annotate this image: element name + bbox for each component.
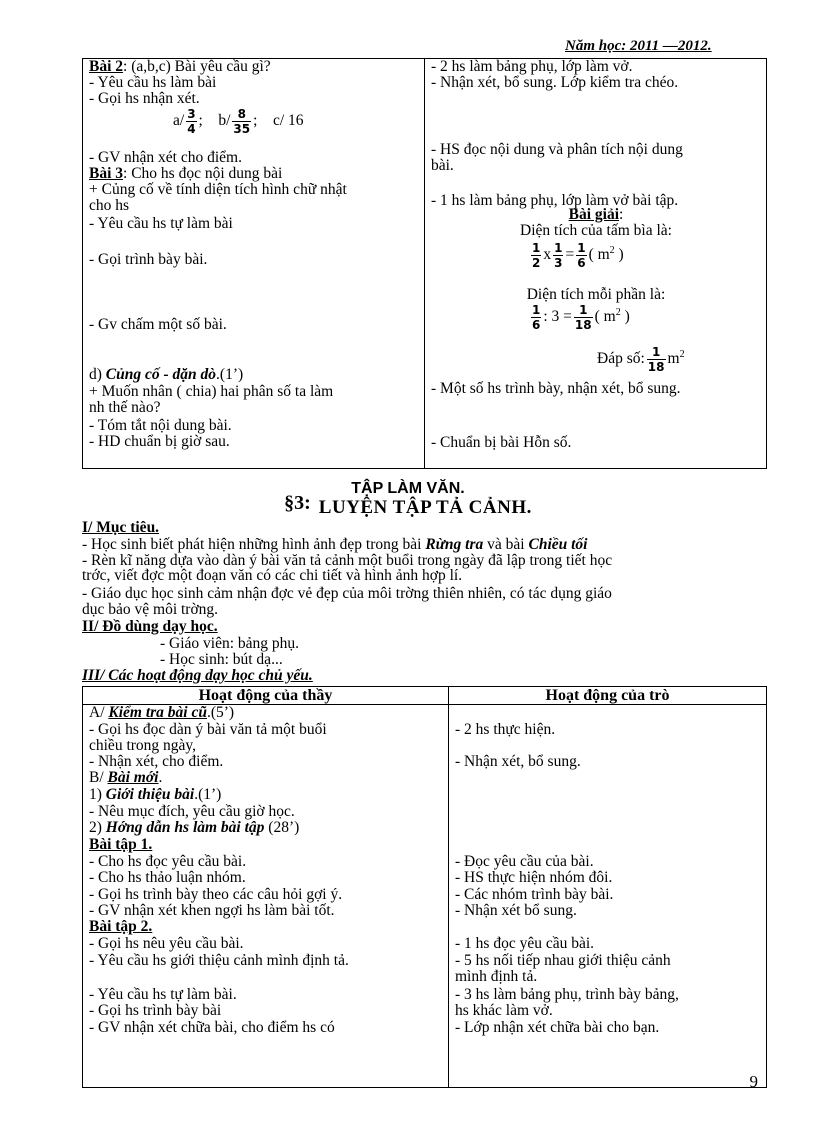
page-number: 9: [749, 1072, 758, 1091]
unit: ( m: [588, 246, 610, 264]
text-run: - GV nhận xét chữa bài, cho điểm hs có: [89, 1019, 335, 1036]
fraction-denominator: 3: [554, 256, 563, 270]
objective-line: [82, 520, 159, 536]
objective-line: [82, 668, 313, 684]
teacher-line: [89, 754, 223, 770]
text-run: Kiểm tra bài cũ: [108, 704, 207, 721]
fraction-numerator: 1: [577, 241, 586, 255]
text-run: Chiều tối: [528, 536, 588, 553]
teacher-column-2: [83, 705, 449, 1088]
teacher-line: - GV nhận xét cho điểm.: [89, 149, 242, 166]
student-column-1: [425, 59, 767, 469]
solution-heading-text: Bài giải: [568, 206, 620, 223]
answer-b-label: b/: [218, 112, 231, 130]
objective-line: [160, 652, 283, 668]
teacher-line: - Yêu cầu hs làm bài: [89, 74, 217, 91]
student-line: mình định tả.: [455, 968, 538, 985]
text-run: - Gọi hs nêu yêu cầu bài.: [89, 935, 244, 952]
section-number: §3:: [284, 492, 311, 514]
teacher-line: - Yêu cầu hs tự làm bài: [89, 215, 233, 232]
header-student-activity: Hoạt động của trò: [449, 687, 767, 705]
student-line: - Các nhóm trình bày bài.: [455, 886, 614, 903]
answer-label: Đáp số:: [597, 350, 645, 368]
teacher-line: [89, 1020, 335, 1036]
subject-title: TẬP LÀM VĂN.: [351, 480, 465, 497]
fraction-numerator: 1: [532, 303, 541, 317]
teacher-line: [89, 903, 335, 919]
text-run: .(1’): [216, 366, 244, 383]
text-run: (28’): [264, 819, 300, 836]
student-line: - 5 hs nối tiếp nhau giới thiệu cảnh: [455, 952, 671, 969]
text-run: - Học sinh: bút dạ...: [160, 651, 283, 668]
text-run: Củng cố - dặn dò: [105, 366, 217, 383]
header-teacher-activity: Hoạt động của thầy: [83, 687, 449, 705]
teacher-line: [89, 705, 234, 721]
separator: ;: [253, 112, 258, 130]
school-year-header: Năm học: 2011 —2012.: [565, 38, 712, 54]
fraction-numerator: 1: [647, 345, 666, 360]
teacher-line: [89, 166, 282, 182]
fraction-denominator: 18: [574, 318, 592, 332]
text-run: - Cho hs thảo luận nhóm.: [89, 869, 246, 886]
teacher-line: [89, 987, 237, 1003]
spacer: [203, 112, 219, 129]
answer-unit: m: [667, 350, 680, 368]
text-run: III/ Các hoạt động dạy học chủ yếu.: [82, 667, 313, 684]
objective-line: [160, 636, 299, 652]
solution-equation-2: [529, 303, 630, 332]
lesson-table-2: [82, 686, 767, 1088]
text-run: B/: [89, 769, 108, 786]
student-line: - 3 hs làm bảng phụ, trình bày bảng,: [455, 986, 679, 1003]
fraction: [553, 241, 563, 270]
text-run: Bài mới: [107, 769, 159, 786]
teacher-line: [89, 953, 349, 969]
text-run: trớc, viết đợc một đoạn văn có các chi tiết và hình ảnh hợp lí.: [82, 567, 463, 584]
fraction: [531, 303, 541, 332]
student-line: - Nhận xét bổ sung.: [455, 902, 577, 919]
text-run: - Giáo dục học sinh cảm nhận đợc vẻ đẹp của môi trờng thiên nhiên, có tác dụng giáo: [82, 585, 612, 602]
text-run: : (a,b,c) Bài yêu cầu gì?: [123, 58, 271, 75]
teacher-line: [89, 820, 299, 836]
student-line: - 2 hs thực hiện.: [455, 721, 556, 738]
fraction: [186, 107, 196, 136]
text-run: - Nêu mục đích, yêu cầu giờ học.: [89, 803, 295, 820]
solution-equation-1: [529, 241, 624, 270]
fraction-numerator: 1: [574, 303, 593, 318]
text-run: và bài: [487, 536, 529, 553]
fraction: [574, 303, 593, 332]
teacher-column-1: [83, 59, 425, 469]
student-line: hs khác làm vở.: [455, 1002, 553, 1019]
unit-close: ): [620, 308, 630, 326]
student-line: - HS thực hiện nhóm đôi.: [455, 869, 613, 886]
text-run: - Rèn kĩ năng dựa vào dàn ý bài văn tả cảnh một buổi trong ngày đã lập trong tiết học: [82, 552, 613, 569]
text-run: Rừng tra: [425, 536, 488, 553]
exponent: 2: [609, 244, 615, 256]
lesson-name: LUYỆN TẬP TẢ CẢNH.: [318, 497, 532, 518]
teacher-line: cho hs: [89, 197, 130, 214]
text-run: - Giáo viên: bảng phụ.: [160, 635, 300, 652]
text-run: - GV nhận xét khen ngợi hs làm bài tốt.: [89, 902, 335, 919]
text-run: : Cho hs đọc nội dung bài: [123, 165, 283, 182]
text-run: II/ Đồ dùng dạy học.: [82, 618, 218, 635]
fraction: [647, 345, 666, 374]
fraction-numerator: 1: [554, 241, 563, 255]
objective-line: [82, 619, 218, 635]
answer-a-label: a/: [173, 112, 185, 130]
objective-line: [82, 586, 612, 602]
fraction: [576, 241, 586, 270]
teacher-line: - Tóm tắt nội dung bài.: [89, 417, 232, 434]
teacher-line: - Gọi hs nhận xét.: [89, 90, 200, 107]
text-run: A/: [89, 704, 109, 721]
lesson-title: [0, 494, 816, 519]
student-line: - HS đọc nội dung và phân tích nội dung: [431, 141, 683, 158]
text-run: .(1’): [194, 786, 222, 803]
text-run: Hớng dẫn hs làm bài tập: [105, 819, 265, 836]
fraction: [531, 241, 541, 270]
text-run: - Gọi hs trình bày bài: [89, 1002, 222, 1019]
text-run: Bài tập 2.: [89, 918, 153, 935]
teacher-line: [89, 787, 221, 803]
text-run: d): [89, 366, 106, 383]
objective-line: [82, 602, 218, 618]
solution-line: Diện tích của tấm bìa là:: [520, 222, 672, 239]
text-run: Bài 3: [89, 165, 124, 182]
text-run: - Cho hs đọc yêu cầu bài.: [89, 853, 247, 870]
exercise-answers: [173, 107, 304, 136]
text-run: .: [158, 769, 163, 786]
answer-c: c/ 16: [272, 112, 304, 130]
teacher-line: [89, 919, 152, 935]
text-run: - Nhận xét, cho điểm.: [89, 753, 224, 770]
teacher-line: - Gv chấm một số bài.: [89, 316, 227, 333]
teacher-line: [89, 722, 327, 738]
teacher-line: [89, 887, 342, 903]
teacher-line: [89, 59, 271, 75]
teacher-line: [89, 804, 295, 820]
separator: ;: [198, 112, 203, 130]
text-run: dục bảo vệ môi trờng.: [82, 601, 219, 618]
teacher-line: + Muốn nhân ( chia) hai phân số ta làm: [89, 383, 334, 400]
student-line: - Nhận xét, bổ sung. Lớp kiểm tra chéo.: [431, 74, 679, 91]
lesson-table-1: [82, 58, 767, 469]
fraction-denominator: 35: [233, 122, 251, 136]
teacher-line: [89, 936, 244, 952]
fraction-numerator: 1: [532, 241, 541, 255]
fraction-numerator: 3: [187, 107, 196, 121]
unit-close: ): [614, 246, 624, 264]
fraction: [232, 107, 251, 136]
text-run: Bài tập 1.: [89, 836, 153, 853]
unit: ( m: [594, 308, 616, 326]
student-line: - Chuẩn bị bài Hỗn số.: [431, 434, 572, 451]
text-run: Bài 2: [89, 58, 124, 75]
teacher-line: - HD chuẩn bị giờ sau.: [89, 433, 230, 450]
fraction-denominator: 2: [532, 256, 541, 270]
solution-heading-suffix: :: [619, 206, 624, 223]
teacher-line: [89, 870, 246, 886]
text-run: Giới thiệu bài: [105, 786, 195, 803]
student-line: - 1 hs làm bảng phụ, lớp làm vở bài tập.: [431, 192, 679, 209]
exponent: 2: [615, 306, 621, 318]
text-run: - Yêu cầu hs giới thiệu cảnh mình định tả.: [89, 952, 349, 969]
fraction-numerator: 8: [232, 107, 251, 122]
solution-heading: [429, 207, 763, 223]
student-line: - Đọc yêu cầu của bài.: [455, 853, 594, 870]
fraction-denominator: 18: [647, 360, 665, 374]
fraction-denominator: 6: [532, 318, 541, 332]
fraction-denominator: 6: [577, 256, 586, 270]
text-run: 1): [89, 786, 106, 803]
text-run: I/ Mục tiêu.: [82, 519, 160, 536]
objective-line: [82, 537, 588, 553]
exponent: 2: [679, 348, 685, 360]
text-run: - Yêu cầu hs tự làm bài.: [89, 986, 237, 1003]
text-run: - Gọi hs đọc dàn ý bài văn tả một buổi: [89, 721, 327, 738]
equals: =: [565, 246, 575, 264]
student-line: - 1 hs đọc yêu cầu bài.: [455, 935, 595, 952]
teacher-line: [89, 367, 243, 383]
teacher-line: [89, 1003, 221, 1019]
student-line: bài.: [431, 157, 454, 174]
student-line: - Nhận xét, bổ sung.: [455, 753, 581, 770]
teacher-line: [89, 837, 152, 853]
teacher-line: nh thế nào?: [89, 399, 161, 416]
teacher-line: [89, 738, 196, 754]
objective-line: [82, 568, 462, 584]
student-column-2: [449, 705, 767, 1088]
teacher-line: - Gọi trình bày bài.: [89, 251, 208, 268]
text-run: 2): [89, 819, 106, 836]
solution-line: Diện tích mỗi phần là:: [526, 286, 666, 303]
teacher-line: + Củng cố về tính diện tích hình chữ nhật: [89, 181, 347, 198]
student-line: - Một số hs trình bày, nhận xét, bổ sung.: [431, 380, 681, 397]
student-line: - Lớp nhận xét chữa bài cho bạn.: [455, 1019, 660, 1036]
fraction-denominator: 4: [187, 122, 196, 136]
operator: : 3 =: [543, 308, 572, 326]
text-run: - Gọi hs trình bày theo các câu hỏi gợi ý.: [89, 886, 343, 903]
operator: x: [543, 246, 552, 264]
spacer: [257, 112, 273, 129]
text-run: .(5’): [206, 704, 235, 721]
student-line: - 2 hs làm bảng phụ, lớp làm vở.: [431, 58, 633, 75]
text-run: - Học sinh biết phát hiện những hình ảnh đẹp trong bài: [82, 536, 426, 553]
text-run: chiều trong ngày,: [89, 737, 197, 754]
teacher-line: [89, 770, 162, 786]
solution-answer: [597, 345, 685, 374]
teacher-line: [89, 854, 246, 870]
